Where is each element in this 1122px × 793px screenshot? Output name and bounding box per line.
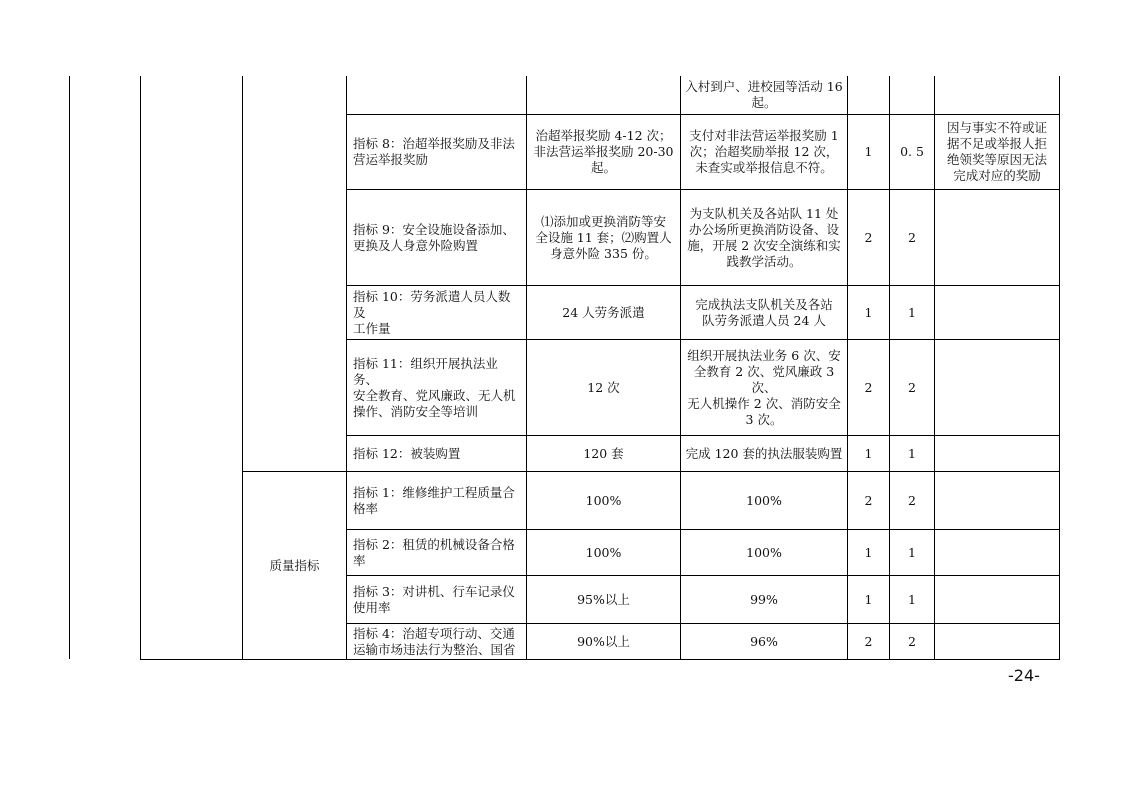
reason-cell [935, 115, 1059, 189]
target-cell [527, 190, 680, 285]
target-text: 90%以上 [577, 633, 630, 649]
completion-cell [681, 190, 847, 285]
indicator-text: 指标 10：劳务派遣人员人数及 工作量 [353, 288, 511, 336]
target-text: 24 人劳务派遣 [562, 304, 645, 320]
weight-text: 1 [864, 445, 873, 461]
target-cell [527, 472, 680, 529]
target-cell [527, 286, 680, 339]
target-text: ⑴添加或更换消防等安 全设施 11 套；⑵购置人 身意外险 335 份。 [535, 213, 672, 261]
indicator-text: 指标 1：维修维护工程质量合 格率 [353, 484, 515, 516]
weight-cell [848, 340, 889, 435]
indicator-cell [347, 472, 526, 529]
quality-indicator-text: 质量指标 [269, 557, 320, 573]
target-cell [527, 624, 680, 659]
target-text: 120 套 [583, 445, 624, 461]
score-cell [890, 436, 934, 471]
completion-text: 组织开展执法业务 6 次、安 全教育 2 次、党风廉政 3 次、 无人机操作 2 次、消防安全 3 次。 [687, 347, 841, 427]
completion-text: 支付对非法营运举报奖励 1 次；治超奖励举报 12 次， 未查实或举报信息不符。 [689, 128, 839, 175]
indicator-cell [347, 340, 526, 435]
quality-indicator-label [243, 472, 346, 659]
weight-cell [848, 530, 889, 575]
score-text: 2 [908, 633, 916, 649]
completion-text: 入村到户、进校园等活动 16 起。 [685, 79, 843, 110]
completion-cell [681, 436, 847, 471]
score-cell [890, 115, 934, 189]
score-text: 1 [908, 544, 916, 560]
weight-text: 2 [864, 492, 873, 508]
target-text: 治超举报奖励 4-12 次； 非法营运举报奖励 20-30 起。 [533, 128, 674, 175]
completion-cell [681, 340, 847, 435]
score-cell [890, 472, 934, 529]
indicator-cell [347, 576, 526, 623]
completion-text: 完成 120 套的执法服装购置 [685, 445, 843, 461]
weight-text: 2 [864, 379, 873, 395]
target-cell [527, 576, 680, 623]
target-text: 95%以上 [577, 591, 630, 607]
completion-text: 96% [750, 633, 778, 649]
completion-cell [681, 286, 847, 339]
indicator-cell [347, 530, 526, 575]
completion-text: 为支队机关及各站队 11 处 办公场所更换消防设备、设 施，开展 2 次安全演练和实 践教学活动。 [687, 205, 841, 269]
weight-text: 1 [864, 591, 873, 607]
score-text: 1 [908, 304, 916, 320]
indicator-cell [347, 115, 526, 189]
indicator-text: 指标 2：租赁的机械设备合格 率 [353, 536, 515, 568]
score-text: 1 [908, 591, 916, 607]
score-cell [890, 624, 934, 659]
weight-text: 1 [864, 304, 873, 320]
indicator-cell [347, 436, 526, 471]
completion-cell [681, 624, 847, 659]
weight-text: 2 [864, 229, 873, 245]
indicator-text: 指标 8：治超举报奖励及非法 营运举报奖励 [353, 136, 515, 167]
completion-cell [681, 530, 847, 575]
indicator-text: 指标 3：对讲机、行车记录仪 使用率 [353, 583, 515, 615]
target-text: 100% [585, 544, 622, 560]
weight-cell [848, 286, 889, 339]
completion-text: 99% [750, 591, 778, 607]
weight-cell [848, 624, 889, 659]
target-cell [527, 530, 680, 575]
completion-text: 完成执法支队机关及各站 队劳务派遣人员 24 人 [695, 296, 833, 328]
target-cell [527, 340, 680, 435]
score-text: 2 [908, 379, 916, 395]
completion-cell [681, 76, 847, 114]
weight-cell [848, 436, 889, 471]
score-cell [890, 340, 934, 435]
completion-cell [681, 472, 847, 529]
weight-cell [848, 576, 889, 623]
table-border [1059, 76, 1060, 659]
weight-text: 2 [864, 633, 873, 649]
completion-text: 100% [746, 492, 782, 508]
weight-cell [848, 190, 889, 285]
weight-text: 1 [864, 144, 873, 159]
target-cell [527, 436, 680, 471]
score-text: 2 [908, 492, 916, 508]
target-text: 100% [585, 492, 622, 508]
completion-text: 100% [746, 544, 782, 560]
completion-cell [681, 576, 847, 623]
weight-cell [848, 115, 889, 189]
score-text: 1 [908, 445, 916, 461]
score-cell [890, 190, 934, 285]
indicator-text: 指标 12：被装购置 [353, 445, 461, 461]
indicator-text: 指标 9：安全设施设备添加、 更换及人身意外险购置 [353, 221, 515, 253]
table-border [140, 76, 141, 659]
table-border [140, 659, 1060, 660]
indicator-cell [347, 286, 526, 339]
score-text: 0. 5 [900, 144, 924, 159]
indicator-cell [347, 190, 526, 285]
indicator-cell [347, 624, 526, 659]
page-number: -24- [1008, 666, 1040, 685]
target-cell [527, 115, 680, 189]
target-text: 12 次 [587, 379, 620, 395]
table-border [69, 76, 70, 659]
indicator-text: 指标 4：治超专项行动、交通 运输市场违法行为整治、国省 [353, 625, 516, 657]
indicator-text: 指标 11：组织开展执法业务、 安全教育、党风廉政、无人机 操作、消防安全等培训 [353, 355, 516, 419]
score-text: 2 [908, 229, 916, 245]
score-cell [890, 530, 934, 575]
weight-text: 1 [864, 544, 873, 560]
weight-cell [848, 472, 889, 529]
reason-text: 因与事实不符或证 据不足或举报人拒 绝领奖等原因无法 完成对应的奖励 [946, 120, 1047, 183]
completion-cell [681, 115, 847, 189]
score-cell [890, 576, 934, 623]
score-cell [890, 286, 934, 339]
